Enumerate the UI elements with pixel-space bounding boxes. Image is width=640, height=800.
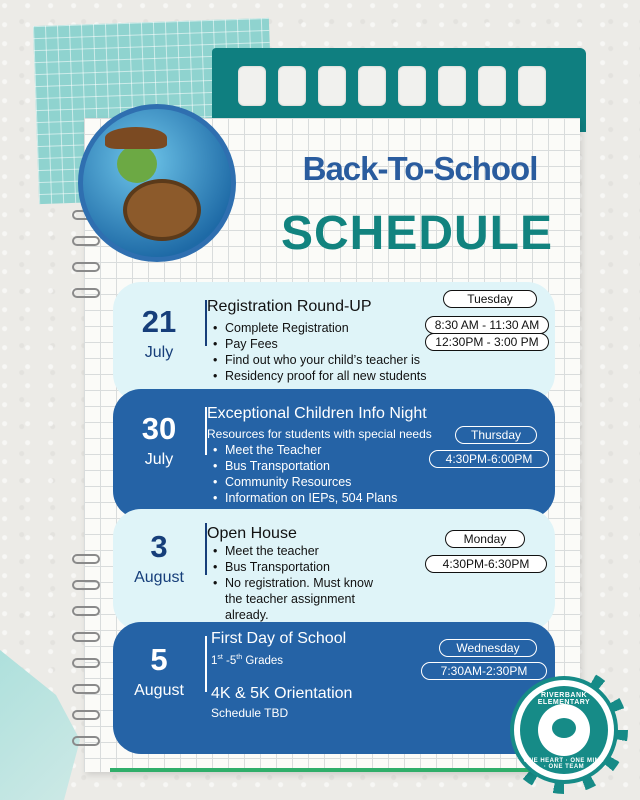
list-item: • Bus Transportation xyxy=(207,458,432,474)
paper-bottom-edge xyxy=(110,768,550,772)
event-date xyxy=(113,529,205,587)
spiral-ring xyxy=(72,236,100,246)
turtle-mascot-image xyxy=(78,104,236,262)
event-content xyxy=(207,405,432,506)
event-date xyxy=(113,304,205,362)
weekday-pill: Monday xyxy=(445,530,525,548)
binder-hole xyxy=(478,66,506,106)
turtle-icon xyxy=(552,718,576,738)
list-item: • Information on IEPs, 504 Plans xyxy=(207,490,432,506)
spiral-ring xyxy=(72,580,100,590)
list-item: already. xyxy=(225,608,269,622)
weekday-pill: Wednesday xyxy=(439,639,537,657)
weekday-pill: Thursday xyxy=(455,426,537,444)
event-bullet-list xyxy=(207,320,427,384)
event-content xyxy=(211,630,352,720)
event-day: 21 xyxy=(141,304,177,339)
time-pill: 4:30PM-6:30PM xyxy=(425,555,547,573)
event-day: 30 xyxy=(141,411,177,446)
event-day: 3 xyxy=(150,529,168,564)
list-item: • Find out who your child’s teacher is xyxy=(207,352,427,368)
binder-hole xyxy=(278,66,306,106)
event-day: 5 xyxy=(150,642,168,677)
grade-start: 1 xyxy=(211,654,218,667)
grades-label: Grades xyxy=(242,654,284,667)
event-divider xyxy=(205,636,207,692)
event-card-registration xyxy=(113,282,555,402)
event-month: August xyxy=(134,569,184,586)
time-pill: 7:30AM-2:30PM xyxy=(421,662,547,680)
weekday-pill: Tuesday xyxy=(443,290,537,308)
event-title: First Day of School xyxy=(211,630,347,647)
binder-hole xyxy=(238,66,266,106)
event-bullet-list xyxy=(207,442,432,506)
spiral-ring xyxy=(72,288,100,298)
ordinal-suffix: th xyxy=(236,654,243,661)
list-item: • Meet the teacher xyxy=(207,543,373,559)
event-subtitle: Resources for students with special needs xyxy=(207,427,432,441)
list-item: • No registration. Must know xyxy=(207,575,373,591)
event-title: Exceptional Children Info Night xyxy=(207,405,427,422)
list-item: • Residency proof for all new students xyxy=(207,368,427,384)
turtle-shell-shape xyxy=(123,179,201,241)
event-date xyxy=(113,642,205,700)
list-item: • Pay Fees xyxy=(207,336,427,352)
event-date xyxy=(113,411,205,469)
school-seal-badge xyxy=(510,676,618,784)
spiral-ring xyxy=(72,736,100,746)
event-title-secondary: 4K & 5K Orientation xyxy=(211,684,353,702)
page-title-line2: SCHEDULE xyxy=(280,207,554,260)
event-title: Registration Round-UP xyxy=(207,298,372,315)
spiral-ring xyxy=(72,606,100,616)
time-pill: 4:30PM-6:00PM xyxy=(429,450,549,468)
time-pill: 12:30PM - 3:00 PM xyxy=(425,333,549,351)
binder-hole xyxy=(518,66,546,106)
list-item: • Complete Registration xyxy=(207,320,427,336)
spiral-ring xyxy=(72,710,100,720)
event-card-open-house xyxy=(113,509,555,631)
event-card-exceptional-children xyxy=(113,389,555,519)
event-month: July xyxy=(144,344,174,361)
spiral-ring xyxy=(72,658,100,668)
binder-hole xyxy=(398,66,426,106)
event-content xyxy=(207,525,373,623)
event-month: July xyxy=(144,451,174,468)
list-item: the teacher assignment xyxy=(225,592,355,606)
badge-bottom-text: ONE HEART · ONE MIND · ONE TEAM xyxy=(523,758,605,770)
decorative-leaf xyxy=(0,650,80,800)
badge-top-text: RIVERBANK ELEMENTARY xyxy=(537,692,591,706)
event-bullet-list xyxy=(207,543,373,623)
time-pill: 8:30 AM - 11:30 AM xyxy=(425,316,549,334)
grades-text xyxy=(211,654,352,667)
turtle-head-shape xyxy=(117,145,157,183)
spiral-ring xyxy=(72,684,100,694)
list-item: • Bus Transportation xyxy=(207,559,373,575)
ordinal-suffix: st xyxy=(217,654,223,661)
spiral-ring xyxy=(72,632,100,642)
event-month: August xyxy=(134,682,184,699)
binder-hole xyxy=(318,66,346,106)
binder-hole xyxy=(358,66,386,106)
list-item: • Community Resources xyxy=(207,474,432,490)
list-item: • Meet the Teacher xyxy=(207,442,432,458)
binder-hole xyxy=(438,66,466,106)
page-title-line1: Back-To-School xyxy=(302,150,538,187)
spiral-ring xyxy=(72,262,100,272)
grade-range: -5 xyxy=(222,654,237,667)
event-subtitle-secondary: Schedule TBD xyxy=(211,705,289,720)
event-card-first-day xyxy=(113,622,555,754)
event-title: Open House xyxy=(207,525,297,542)
cowboy-hat-shape xyxy=(105,127,167,149)
event-content xyxy=(207,298,427,384)
spiral-ring xyxy=(72,554,100,564)
